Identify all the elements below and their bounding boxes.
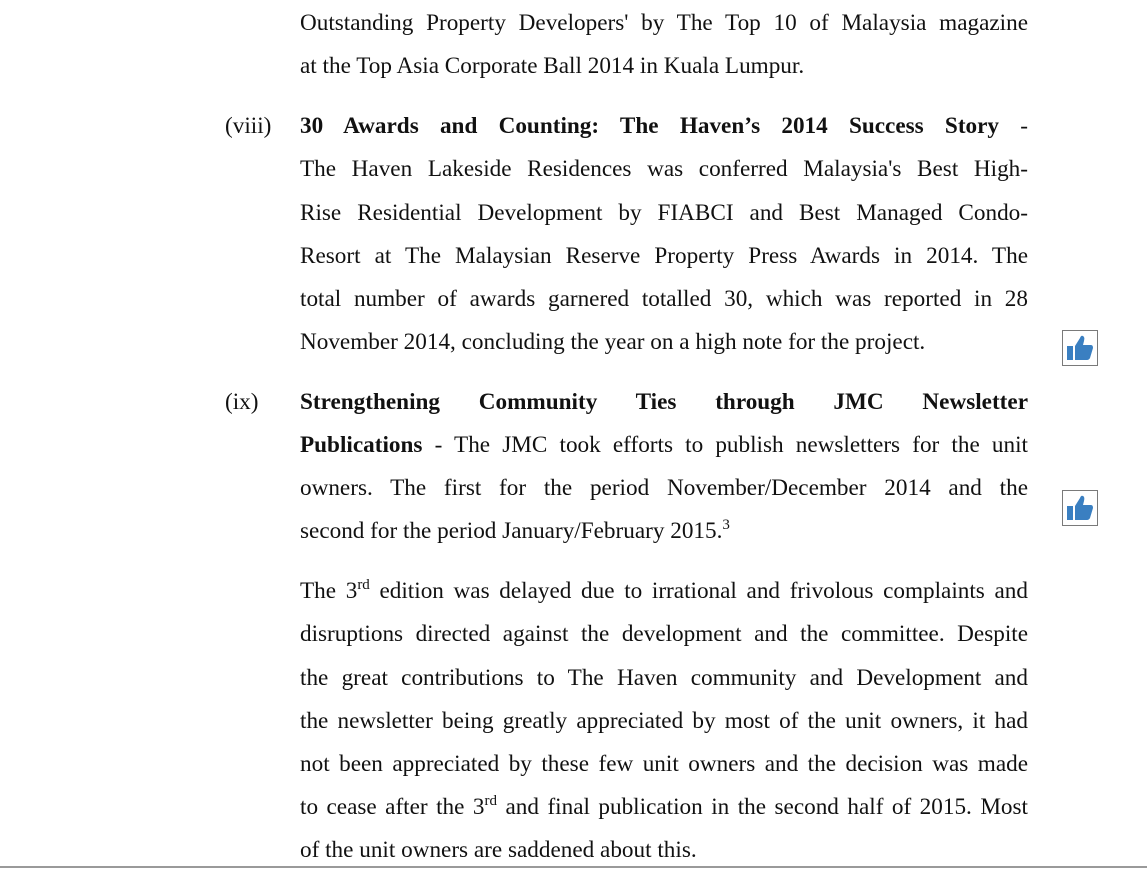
text-line: owners. The first for the period November/December 2014 and the — [300, 475, 1028, 501]
like-button[interactable] — [1062, 490, 1098, 526]
text-line — [300, 510, 1028, 553]
item-title: 30 Awards and Counting: The Haven’s 2014 Success Story — [300, 113, 1000, 139]
thumbs-up-icon — [1065, 334, 1095, 362]
text-line: the great contributions to The Haven community and Development and — [300, 665, 1028, 691]
text-line: not been appreciated by these few unit owners and the decision was made — [300, 751, 1028, 777]
like-button[interactable] — [1062, 330, 1098, 366]
footnote-reference[interactable]: 3 — [722, 517, 730, 533]
thumbs-up-icon — [1065, 494, 1095, 522]
text-line — [300, 570, 1028, 613]
text-line: Resort at The Malaysian Reserve Property Press Awards in 2014. The — [300, 243, 1028, 269]
item-title-continued: Publications — [300, 432, 423, 458]
text-line — [300, 786, 1028, 829]
list-number: (ix) — [225, 389, 259, 415]
text-span: and final publication in the second half of 2015. Most — [497, 794, 1028, 820]
text-span: edition was delayed due to irrational and frivolous complaints and — [369, 578, 1028, 604]
text-line: Rise Residential Development by FIABCI and Best Managed Condo- — [300, 200, 1028, 226]
text-span: - The JMC took efforts to publish newsletters for the unit — [422, 432, 1028, 458]
title-separator: - — [999, 113, 1028, 139]
text-line: The Haven Lakeside Residences was conferred Malaysia's Best High- — [300, 156, 1028, 182]
text-line: at the Top Asia Corporate Ball 2014 in Kuala Lumpur. — [300, 53, 805, 79]
superscript: rd — [484, 793, 498, 809]
list-item-title-line — [300, 105, 1028, 148]
text-line: disruptions directed against the development and the committee. Despite — [300, 621, 1028, 647]
text-line: November 2014, concluding the year on a high note for the project. — [300, 329, 926, 355]
list-item-title-line — [300, 381, 1028, 424]
list-number: (viii) — [225, 113, 272, 139]
text-line — [300, 424, 1028, 467]
text-span: to cease after the 3 — [300, 794, 485, 820]
text-line: of the unit owners are saddened about this. — [300, 837, 697, 863]
superscript: rd — [357, 577, 370, 593]
text-span: second for the period January/February 2015. — [300, 518, 723, 544]
text-line: Outstanding Property Developers' by The Top 10 of Malaysia magazine — [300, 10, 1028, 36]
text-line: the newsletter being greatly appreciated by most of the unit owners, it had — [300, 708, 1028, 734]
text-span: The 3 — [300, 578, 358, 604]
item-title: Strengthening Community Ties through JMC Newsletter — [300, 389, 1028, 415]
text-line: total number of awards garnered totalled 30, which was reported in 28 — [300, 286, 1028, 312]
